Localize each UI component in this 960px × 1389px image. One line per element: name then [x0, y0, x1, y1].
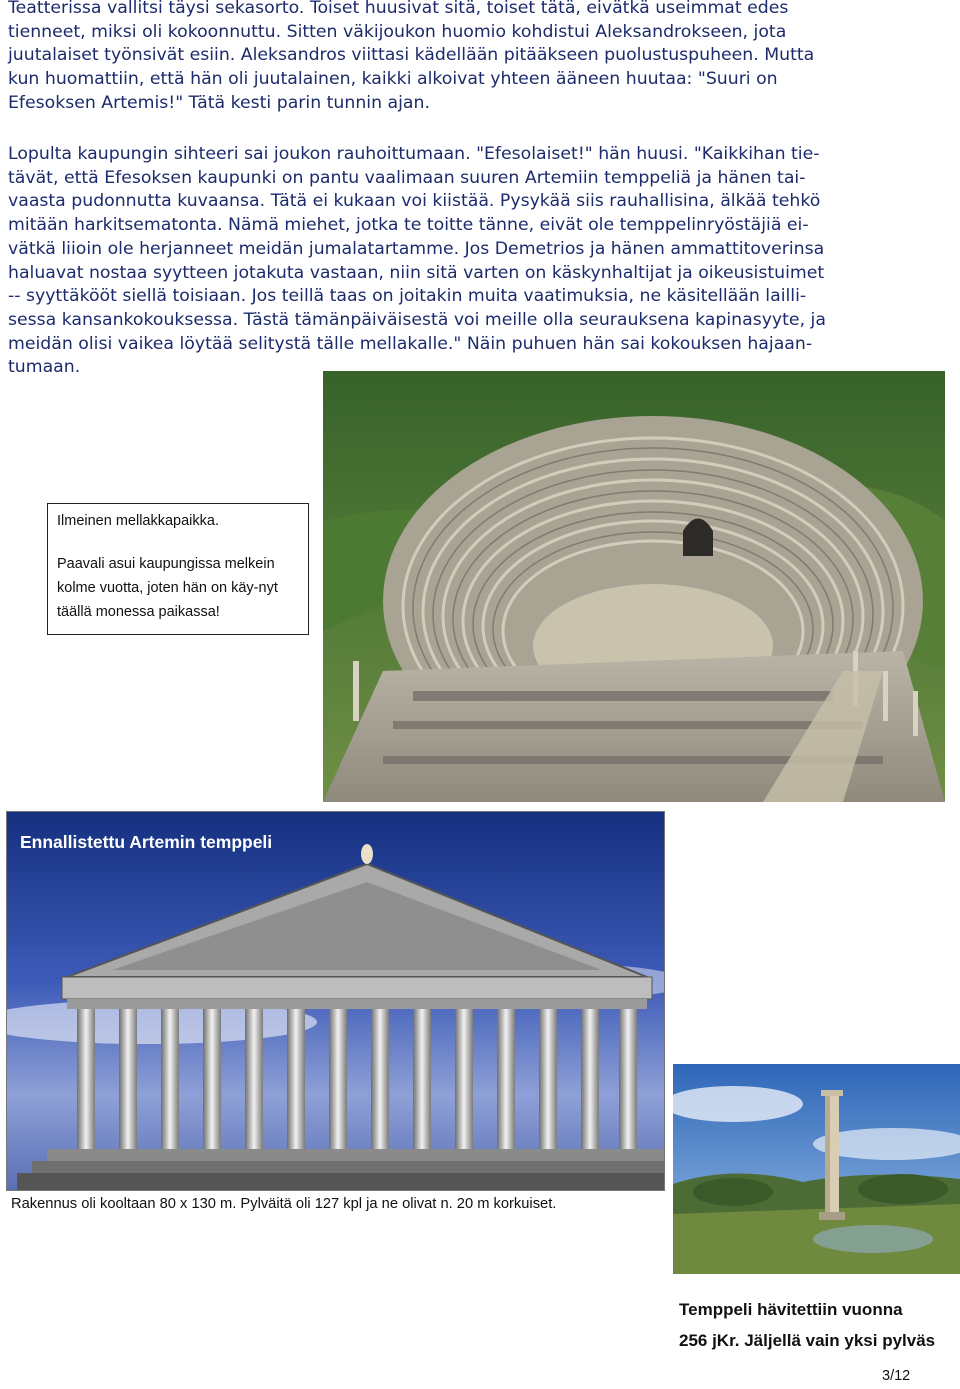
paragraph-city-clerk	[8, 143, 952, 380]
column-caption-line1: Temppeli hävitettiin vuonna	[679, 1300, 903, 1319]
column-caption-line2: 256 jKr. Jäljellä vain yksi pylväs	[679, 1331, 936, 1350]
text-line: juutalaiset työnsivät esiin. Aleksandros viittasi kädellään pitääkseen puolustuspuheen. Mutta	[8, 45, 815, 66]
text-line: -- syyttäkööt siellä toisiaan. Jos teillä taas on joitakin muita vaatimuksia, ne käsitellään lailli-	[8, 286, 807, 307]
text-line: tumaan.	[8, 357, 81, 378]
text-line: haluavat nostaa syytteen jotakuta vastaan, niin sitä varten on käskynhaltijat ja oikeusistuimet	[8, 262, 825, 283]
text-line: meidän olisi vaikea löytää selitystä tälle mellakalle." Näin puhuen hän sai kokouksen hajaan-	[8, 333, 813, 354]
column-caption	[679, 1294, 960, 1356]
artemis-temple-illustration	[6, 811, 665, 1191]
text-line: mitään harkitsematonta. Nämä miehet, jotka te toitte tänne, eivät ole temppelinryöstäjiä ei-	[8, 215, 809, 236]
theatre-caption-box	[47, 503, 309, 635]
text-line: vätkä liioin ole herjanneet meidän jumalatartamme. Jos Demetrios ja hänen ammattitoverinsa	[8, 238, 825, 259]
page-number: 3/12	[882, 1368, 911, 1384]
text-line: Lopulta kaupungin sihteeri sai joukon rauhoittumaan. "Efesolaiset!" hän huusi. "Kaikkihan tie-	[8, 144, 820, 164]
text-line: Efesoksen Artemis!" Tätä kesti parin tunnin ajan.	[8, 92, 430, 113]
text-line: sessa kansankokouksessa. Tästä tämänpäiväisestä voi meille olla seurauksena kapinasyyte, ja	[8, 309, 826, 330]
temple-caption: Rakennus oli kooltaan 80 x 130 m. Pylväitä oli 127 kpl ja ne olivat n. 20 m korkuiset.	[11, 1196, 557, 1212]
text-line: tienneet, miksi oli kokoonnuttu. Sitten väkijoukon huomio kohdistui Aleksandrokseen, jota	[8, 21, 787, 42]
text-line: tävät, että Efesoksen kaupunki on pantu vaalimaan suuren Artemiin temppeliä ja hänen tai-	[8, 167, 806, 188]
temple-title: Ennallistettu Artemin temppeli	[20, 832, 273, 852]
text-line: kun huomattiin, että hän oli juutalainen, kaikki alkoivat yhteen ääneen huutaa: "Suuri on	[8, 69, 778, 90]
text-line: Teatterissa vallitsi täysi sekasorto. Toiset huusivat sitä, toiset tätä, eivätkä useimmat edes	[8, 0, 789, 18]
remaining-column-photo	[673, 1064, 960, 1274]
ephesus-theatre-photo	[323, 371, 945, 802]
paragraph-theatre-chaos	[8, 0, 952, 116]
text-line: vaasta pudonnutta kuvaansa. Tätä ei kukaan voi kiistää. Pysykää siis rauhallisina, älkää tehkö	[8, 191, 821, 212]
theatre-caption-text: Paavali asui kaupungissa melkein kolme vuotta, joten hän on käy-nyt täällä monessa paikassa!	[57, 556, 278, 620]
theatre-caption-title: Ilmeinen mellakkapaikka.	[57, 513, 219, 529]
